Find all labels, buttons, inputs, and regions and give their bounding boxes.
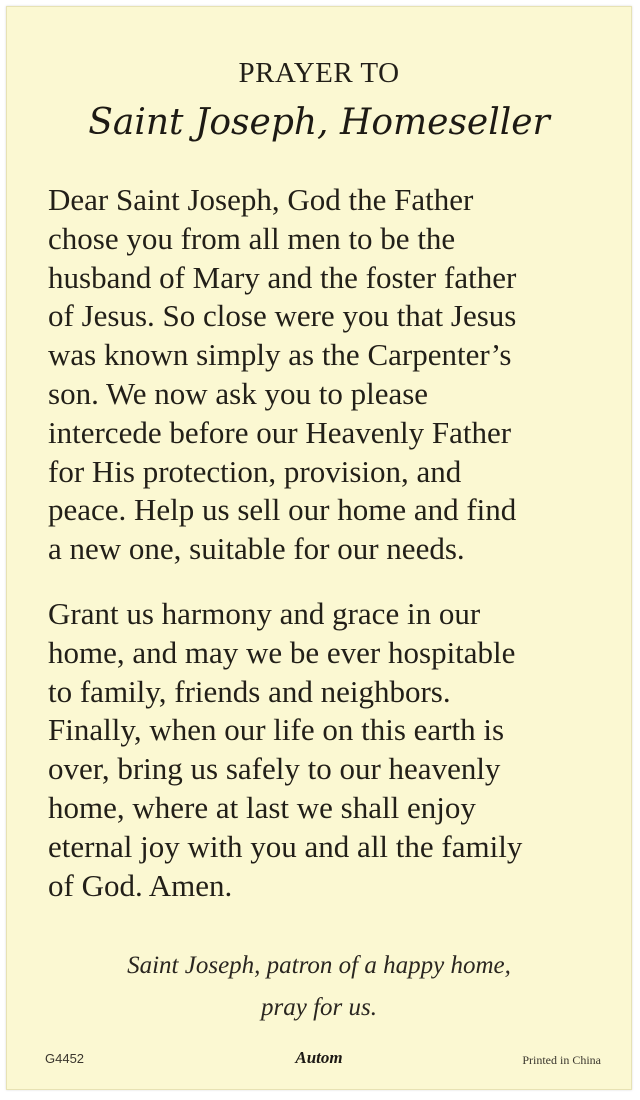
text-line: peace. Help us sell our home and find <box>48 492 517 528</box>
text-line: over, bring us safely to our heavenly <box>48 751 501 787</box>
text-line: Finally, when our life on this earth is <box>48 712 505 748</box>
printed-in-note: Printed in China <box>522 1053 601 1067</box>
prayer-title: Saint Joseph, Homeseller <box>88 102 550 143</box>
text-line: husband of Mary and the foster father <box>48 259 517 295</box>
prayer-paragraph-1 <box>48 181 608 569</box>
text-line: home, and may we be ever hospitable <box>48 634 516 670</box>
text-line: chose you from all men to be the <box>48 220 456 256</box>
text-line: eternal joy with you and all the family <box>48 828 523 864</box>
text-line: of God. Amen. <box>48 867 233 903</box>
prayer-paragraph-2 <box>48 595 608 905</box>
text-line: to family, friends and neighbors. <box>48 673 451 709</box>
text-line: Saint Joseph, patron of a happy home, <box>127 952 511 979</box>
closing-invocation <box>7 945 631 1029</box>
text-line: son. We now ask you to please <box>48 375 429 411</box>
text-line: home, where at last we shall enjoy <box>48 789 476 825</box>
brand-logo: Autom <box>295 1048 343 1067</box>
text-line: intercede before our Heavenly Father <box>48 414 512 450</box>
text-line: pray for us. <box>261 994 377 1021</box>
product-code: G4452 <box>45 1051 85 1066</box>
text-line: for His protection, provision, and <box>48 453 462 489</box>
prayer-heading: PRAYER TO <box>238 57 400 89</box>
text-line: was known simply as the Carpenter’s <box>48 337 512 373</box>
text-line: a new one, suitable for our needs. <box>48 531 465 567</box>
text-line: of Jesus. So close were you that Jesus <box>48 298 517 334</box>
prayer-card <box>6 6 632 1090</box>
text-line: Dear Saint Joseph, God the Father <box>48 182 474 217</box>
text-line: Grant us harmony and grace in our <box>48 596 481 631</box>
